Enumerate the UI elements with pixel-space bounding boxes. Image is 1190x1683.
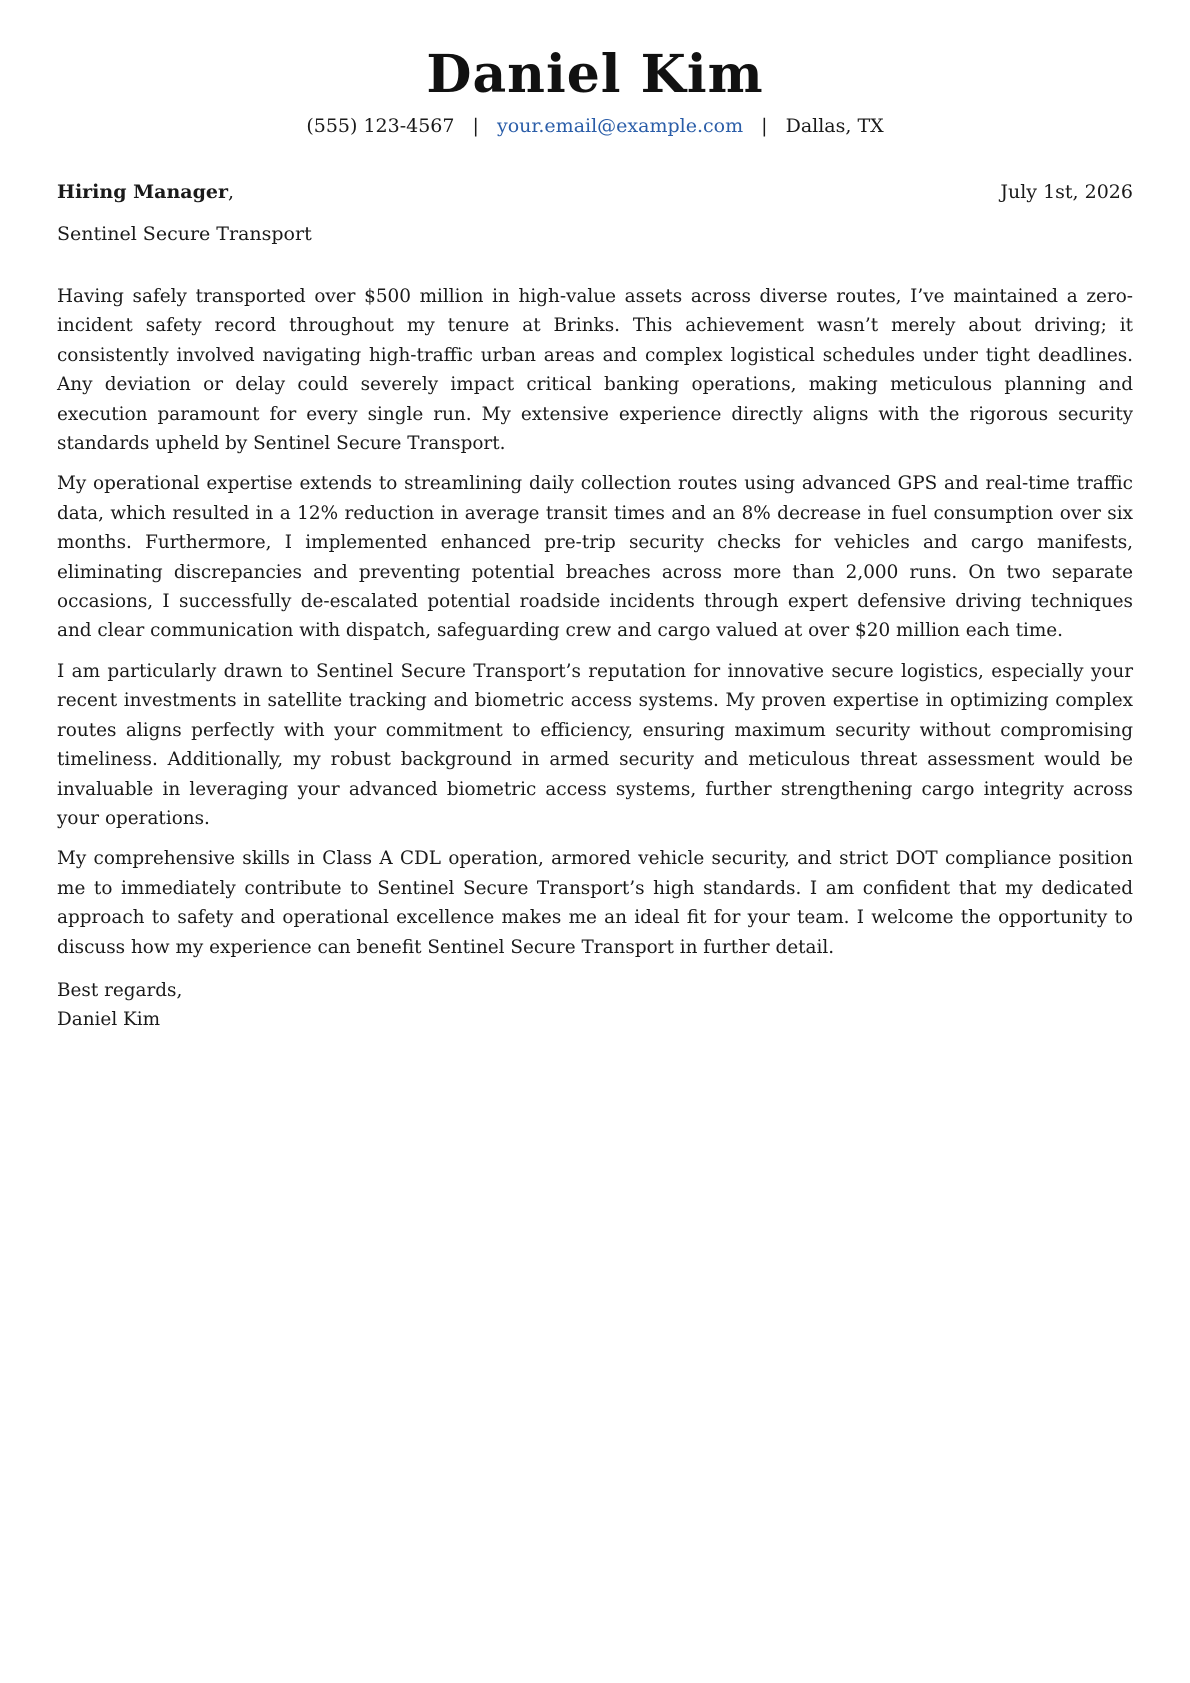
recipient-title — [57, 180, 234, 204]
letter-closing — [57, 976, 1133, 1035]
email-link[interactable]: your.email@example.com — [496, 115, 744, 137]
contact-separator: | — [761, 115, 768, 137]
contact-separator: | — [472, 115, 479, 137]
body-paragraph: My comprehensive skills in Class A CDL operation, armored vehicle security, and strict DOT compliance position me to immediately contribute to Sentinel Secure Transport’s high standards. I am confident that my dedicated approach to safety and operational excellence makes me an ideal fit for your team. I welcome the opportunity to discuss how my experience can benefit Sentinel Secure Transport in further detail. — [57, 848, 1133, 958]
location: Dallas, TX — [785, 115, 884, 137]
letter-date: July 1st, 2026 — [1000, 181, 1133, 203]
body-paragraph: My operational expertise extends to streamlining daily collection routes using advanced GPS and real-time traffic data, which resulted in a 12% reduction in average transit times and an 8% decrease in fuel consumption over six months. Furthermore, I implemented enhanced pre-trip security checks for vehicles and cargo manifests, eliminating discrepancies and preventing potential breaches across more than 2,000 runs. On two separate occasions, I successfully de-escalated potential roadside incidents through expert defensive driving techniques and clear communication with dispatch, safeguarding crew and cargo valued at over $20 million each time. — [57, 473, 1133, 642]
closing-signature: Daniel Kim — [57, 1009, 161, 1031]
letter-body — [57, 282, 1133, 1035]
closing-salutation: Best regards, — [57, 979, 183, 1001]
body-paragraph: Having safely transported over $500 million in high-value assets across diverse routes, I’ve maintained a zero-incident safety record throughout my tenure at Brinks. This achievement wasn’t merely about driving; it consistently involved navigating high-traffic urban areas and complex logistical schedules under tight deadlines. Any deviation or delay could severely impact critical banking operations, making meticulous planning and execution paramount for every single run. My extensive experience directly aligns with the rigorous security standards upheld by Sentinel Secure Transport. — [57, 286, 1133, 455]
recipient-title-text: Hiring Manager — [57, 181, 228, 203]
recipient-company: Sentinel Secure Transport — [57, 223, 312, 245]
recipient-title-suffix: , — [227, 181, 235, 203]
applicant-name: Daniel Kim — [426, 44, 764, 105]
contact-line — [57, 114, 1133, 138]
phone-number: (555) 123-4567 — [306, 115, 455, 137]
body-paragraph: I am particularly drawn to Sentinel Secure Transport’s reputation for innovative secure logistics, especially your recent investments in satellite tracking and biometric access systems. My proven expertise in optimizing complex routes aligns perfectly with your commitment to efficiency, ensuring maximum security without compromising timeliness. Additionally, my robust background in armed security and meticulous threat assessment would be invaluable in leveraging your advanced biometric access systems, further strengthening cargo integrity across your operations. — [57, 660, 1133, 829]
